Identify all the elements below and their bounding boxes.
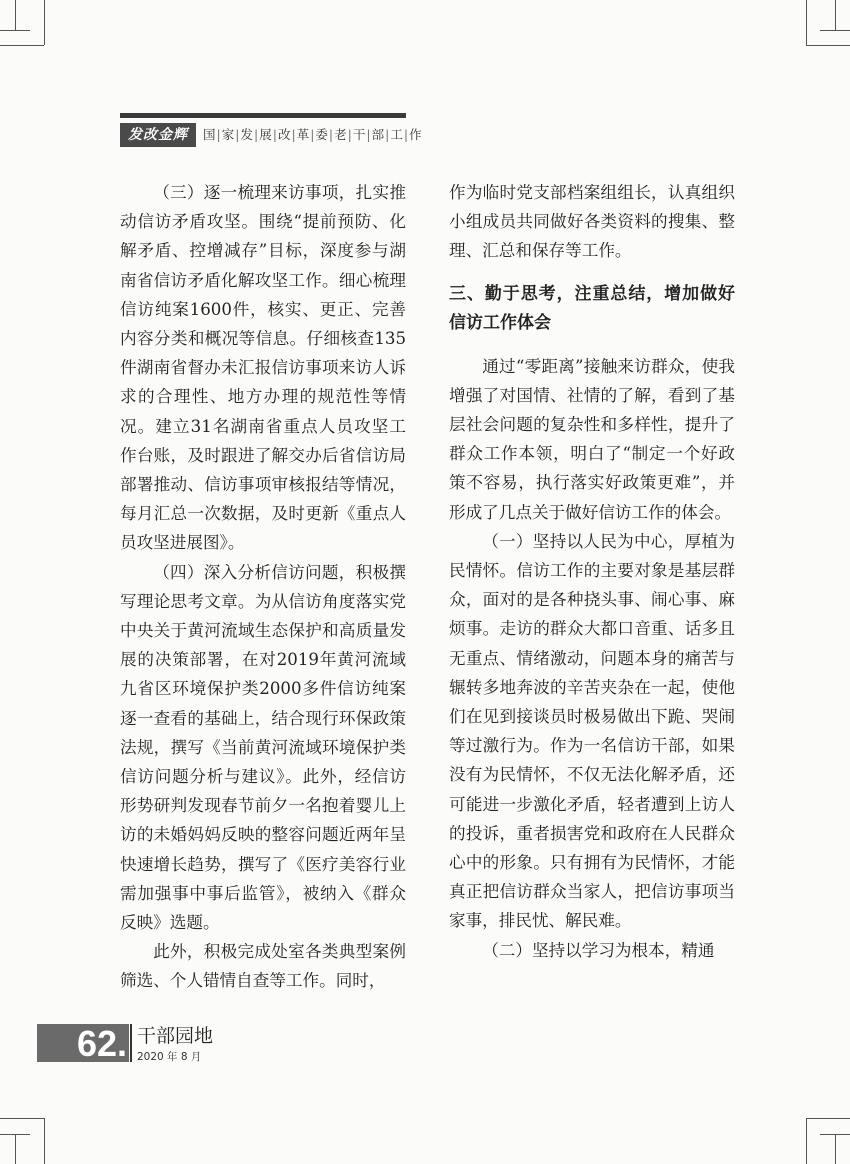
crop-mark xyxy=(0,1134,30,1135)
right-column xyxy=(449,178,735,965)
crop-mark xyxy=(44,0,45,45)
paragraph-continuation: 作为临时党支部档案组组长，认真组织小组成员共同做好各类资料的搜集、整理、汇总和保存等工作。 xyxy=(449,183,735,261)
footer-divider xyxy=(130,1024,132,1062)
crop-mark xyxy=(0,45,44,46)
crop-mark xyxy=(820,30,850,31)
paragraph: （四）深入分析信访问题，积极撰写理论思考文章。为从信访角度落实党中央关于黄河流域生态保护和高质量发展的决策部署，在对2019年黄河流域九省区环境保护类2000多件信访纯案逐一查看的基础上，结合现行环保政策法规，撰写《当前黄河流域环境保护类信访问题分析与建议》。此外，经信访形势研判发现春节前夕一名抱着婴儿上访的未婚妈妈反映的整容问题近两年呈快速增长趋势，撰写了《医疗美容行业需加强事中事后监管》，被纳入《群众反映》选题。 xyxy=(120,562,406,933)
column-brand: 发改金辉 xyxy=(120,123,196,147)
paragraph: （二）坚持以学习为根本，精通 xyxy=(482,940,715,960)
crop-mark xyxy=(15,0,16,30)
paragraph: 此外，积极完成处室各类典型案例筛选、个人错情自查等工作。同时， xyxy=(120,942,406,991)
crop-mark xyxy=(0,1118,44,1119)
crop-mark xyxy=(806,1118,807,1164)
organization-name: 国|家|发|展|改|革|委|老|干|部|工|作 xyxy=(203,127,422,142)
crop-mark xyxy=(0,30,30,31)
crop-mark xyxy=(806,1118,850,1119)
crop-mark xyxy=(835,0,836,30)
crop-mark xyxy=(15,1134,16,1164)
crop-mark xyxy=(806,0,807,45)
crop-mark xyxy=(806,45,850,46)
paragraph: （一）坚持以人民为中心，厚植为民情怀。信访工作的主要对象是基层群众，面对的是各种挠头事、闹心事、麻烦事。走访的群众大都口音重、话多且无重点、情绪激动，问题本身的痛苦与辗转多地奔波的辛苦夹杂在一起，使他们在见到接谈员时极易做出下跪、哭闹等过激行为。作为一名信访干部，如果没有为民情怀，不仅无法化解矛盾，还可能进一步激化矛盾，轻者遭到上访人的投诉，重者损害党和政府在人民群众心中的形象。只有拥有为民情怀，才能真正把信访群众当家人，把信访事项当家事，排民忧、解民难。 xyxy=(449,531,735,931)
crop-mark xyxy=(835,1134,836,1164)
section-heading: 三、勤于思考，注重总结，增加做好信访工作体会 xyxy=(449,283,735,333)
crop-mark xyxy=(820,1134,850,1135)
paragraph: 通过“零距离”接触来访群众，使我增强了对国情、社情的了解，看到了基层社会问题的复杂性和多样性，提升了群众工作本领，明白了“制定一个好政策不容易，执行落实好政策更难”，并形成了几点关于做好信访工作的体会。 xyxy=(449,356,735,522)
left-column xyxy=(120,178,406,996)
issue-date: 2020 年 8 月 xyxy=(137,1051,202,1063)
magazine-title: 干部园地 xyxy=(137,1025,214,1047)
page-number: 62. xyxy=(37,1024,129,1062)
header-rule xyxy=(120,113,406,118)
paragraph: （三）逐一梳理来访事项，扎实推动信访矛盾攻坚。围绕“提前预防、化解矛盾、控增减存”目标，深度参与湖南省信访矛盾化解攻坚工作。细心梳理信访纯案1600件，核实、更正、完善内容分类和概况等信息。仔细核查135件湖南省督办未汇报信访事项来访人诉求的合理性、地方办理的规范性等情况。建立31名湖南省重点人员攻坚工作台账，及时跟进了解交办后省信访局部署推动、信访事项审核报结等情况，每月汇总一次数据，及时更新《重点人员攻坚进展图》。 xyxy=(120,183,406,553)
crop-mark xyxy=(44,1118,45,1164)
